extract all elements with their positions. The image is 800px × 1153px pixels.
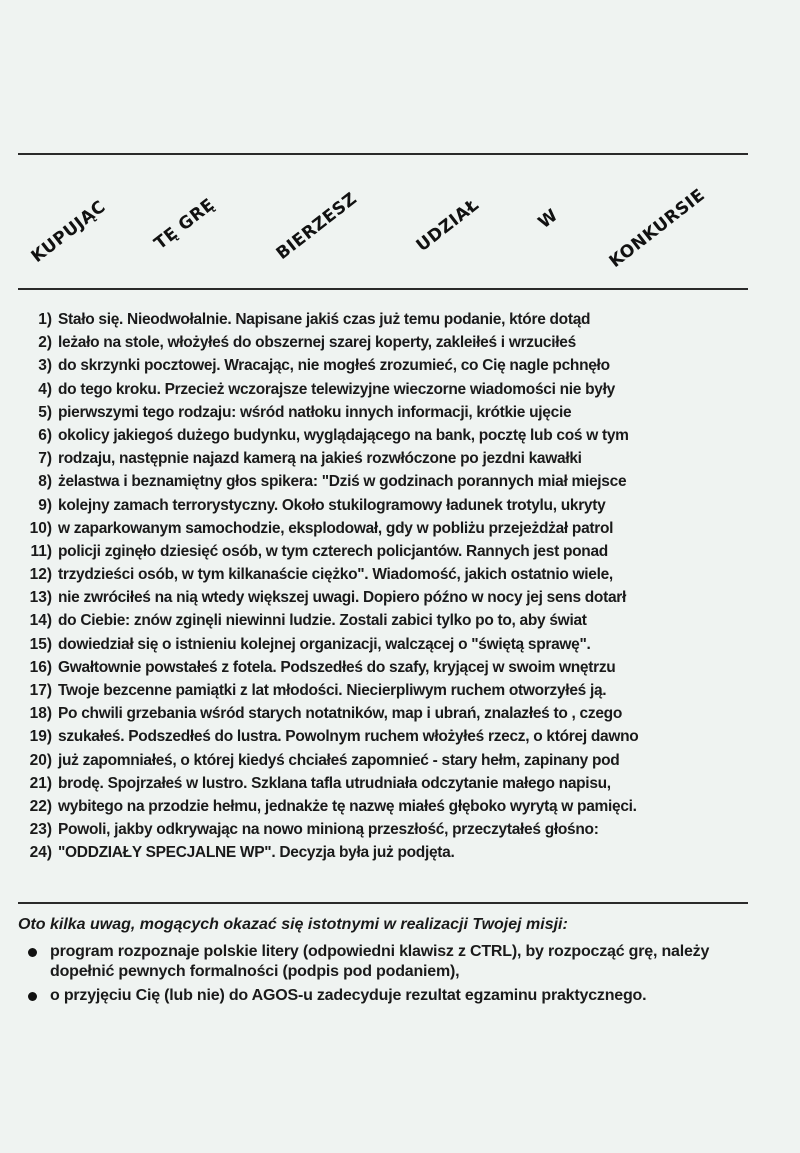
line-number: 10) <box>29 519 52 537</box>
line-text: dowiedział się o istnieniu kolejnej organizacji, walczącej o "świętą sprawę". <box>58 635 591 653</box>
line-text: Powoli, jakby odkrywając na nowo minioną przeszłość, przeczytałeś głośno: <box>58 821 599 839</box>
story-line <box>18 357 758 380</box>
top-divider <box>18 153 748 155</box>
story-line <box>18 821 758 844</box>
story-line <box>18 427 758 450</box>
line-number: 15) <box>29 635 52 653</box>
line-number: 24) <box>29 844 52 862</box>
line-text: policji zginęło dziesięć osób, w tym czterech policjantów. Rannych jest ponad <box>58 542 608 560</box>
banner-word-te-gre: TĘ GRĘ <box>150 194 219 254</box>
bullet-icon <box>28 948 37 957</box>
story-line <box>18 473 758 496</box>
story-line <box>18 844 758 867</box>
story-line <box>18 728 758 751</box>
story-line <box>18 775 758 798</box>
story-line <box>18 520 758 543</box>
line-number: 16) <box>29 658 52 676</box>
story-line <box>18 752 758 775</box>
bottom-divider <box>18 902 748 904</box>
line-number: 12) <box>29 566 52 584</box>
story-line <box>18 589 758 612</box>
line-text: brodę. Spojrzałeś w lustro. Szklana tafla utrudniała odczytanie małego napisu, <box>58 774 611 792</box>
story-line <box>18 566 758 589</box>
line-text: Stało się. Nieodwołalnie. Napisane jakiś czas już temu podanie, które dotąd <box>58 311 591 328</box>
line-text: okolicy jakiegoś dużego budynku, wyglądającego na bank, pocztę lub coś w tym <box>58 426 629 444</box>
line-text: trzydzieści osób, w tym kilkanaście ciężko". Wiadomość, jakich ostatnio wiele, <box>58 566 613 584</box>
banner-word-konkursie: KONKURSIE <box>605 185 710 272</box>
banner-word-kupujac: KUPUJĄC <box>27 196 110 267</box>
story-line <box>18 381 758 404</box>
story-line <box>18 334 758 357</box>
note-text: o przyjęciu Cię (lub nie) do AGOS-u zadecyduje rezultat egzaminu praktycznego. <box>50 987 647 1004</box>
line-number: 22) <box>29 797 52 815</box>
story-text <box>18 311 758 868</box>
line-number: 6) <box>38 426 52 444</box>
line-number: 20) <box>29 751 52 769</box>
story-line <box>18 798 758 821</box>
line-number: 18) <box>29 705 52 723</box>
line-text: pierwszymi tego rodzaju: wśród natłoku innych informacji, krótkie ujęcie <box>58 403 572 421</box>
line-text: kolejny zamach terrorystyczny. Około stukilogramowy ładunek trotylu, ukryty <box>58 496 606 514</box>
line-number: 13) <box>29 589 52 607</box>
story-line <box>18 612 758 635</box>
note-item <box>28 986 768 1006</box>
line-text: wybitego na przodzie hełmu, jednakże tę nazwę miałeś głęboko wyrytą w pamięci. <box>58 797 637 815</box>
line-text: do tego kroku. Przecież wczorajsze telewizyjne wieczorne wiadomości nie były <box>58 380 615 398</box>
line-number: 17) <box>29 682 52 699</box>
line-text: do skrzynki pocztowej. Wracając, nie mogłeś zrozumieć, co Cię nagle pchnęło <box>58 357 610 375</box>
line-text: "ODDZIAŁY SPECJALNE WP". Decyzja była już podjęta. <box>58 844 455 862</box>
line-text: leżało na stole, włożyłeś do obszernej szarej koperty, zakleiłeś i wrzuciłeś <box>58 334 576 352</box>
banner-word-w: W <box>534 205 563 233</box>
line-number: 5) <box>38 403 52 421</box>
line-number: 23) <box>29 821 52 839</box>
line-text: już zapomniałeś, o której kiedyś chciałeś zapomnieć - stary hełm, zapinany pod <box>58 751 620 769</box>
story-line <box>18 705 758 728</box>
line-number: 21) <box>29 774 52 792</box>
line-number: 7) <box>38 450 52 468</box>
line-text: żelastwa i beznamiętny głos spikera: "Dziś w godzinach porannych miał miejsce <box>58 473 627 491</box>
line-text: Gwałtownie powstałeś z fotela. Podszedłeś do szafy, kryjącej w swoim wnętrzu <box>58 658 616 676</box>
middle-divider <box>18 288 748 290</box>
line-number: 11) <box>30 542 52 560</box>
line-text: do Ciebie: znów zginęli niewinni ludzie. Zostali zabici tylko po to, aby świat <box>58 612 587 630</box>
line-text: szukałeś. Podszedłeś do lustra. Powolnym ruchem włożyłeś rzecz, o której dawno <box>58 728 639 746</box>
story-line <box>18 636 758 659</box>
line-number: 3) <box>38 357 52 375</box>
story-line <box>18 404 758 427</box>
line-text: rodzaju, następnie najazd kamerą na jakieś rozwłóczone po jezdni kawałki <box>58 450 582 468</box>
line-text: w zaparkowanym samochodzie, eksplodował, gdy w pobliżu przejeżdżał patrol <box>58 519 614 537</box>
note-text: program rozpoznaje polskie litery (odpowiedni klawisz z CTRL), by rozpocząć grę, należy dopełnić pewnych formalności (podpis pod podaniem), <box>50 943 710 980</box>
line-number: 14) <box>29 612 52 630</box>
story-line <box>18 311 758 334</box>
line-number: 2) <box>38 334 52 352</box>
line-number: 19) <box>29 728 52 746</box>
story-line <box>18 543 758 566</box>
banner-word-udzial: UDZIAŁ <box>412 194 484 256</box>
story-line <box>18 497 758 520</box>
line-text: Po chwili grzebania wśród starych notatników, map i ubrań, znalazłeś to , czego <box>58 705 622 723</box>
banner-word-bierzesz: BIERZESZ <box>272 188 362 264</box>
line-text: Twoje bezcenne pamiątki z lat młodości. Niecierpliwym ruchem otworzyłeś ją. <box>58 682 607 699</box>
notes-heading: Oto kilka uwag, mogących okazać się istotnymi w realizacji Twojej misji: <box>18 916 568 933</box>
line-number: 4) <box>38 380 52 398</box>
story-line <box>18 450 758 473</box>
story-line <box>18 682 758 705</box>
line-text: nie zwróciłeś na nią wtedy większej uwagi. Dopiero późno w nocy jej sens dotarł <box>58 589 627 607</box>
line-number: 1) <box>38 311 52 328</box>
line-number: 9) <box>38 496 52 514</box>
bullet-icon <box>28 992 37 1001</box>
notes-list <box>28 942 768 1010</box>
story-line <box>18 659 758 682</box>
line-number: 8) <box>38 473 52 491</box>
note-item <box>28 942 768 982</box>
